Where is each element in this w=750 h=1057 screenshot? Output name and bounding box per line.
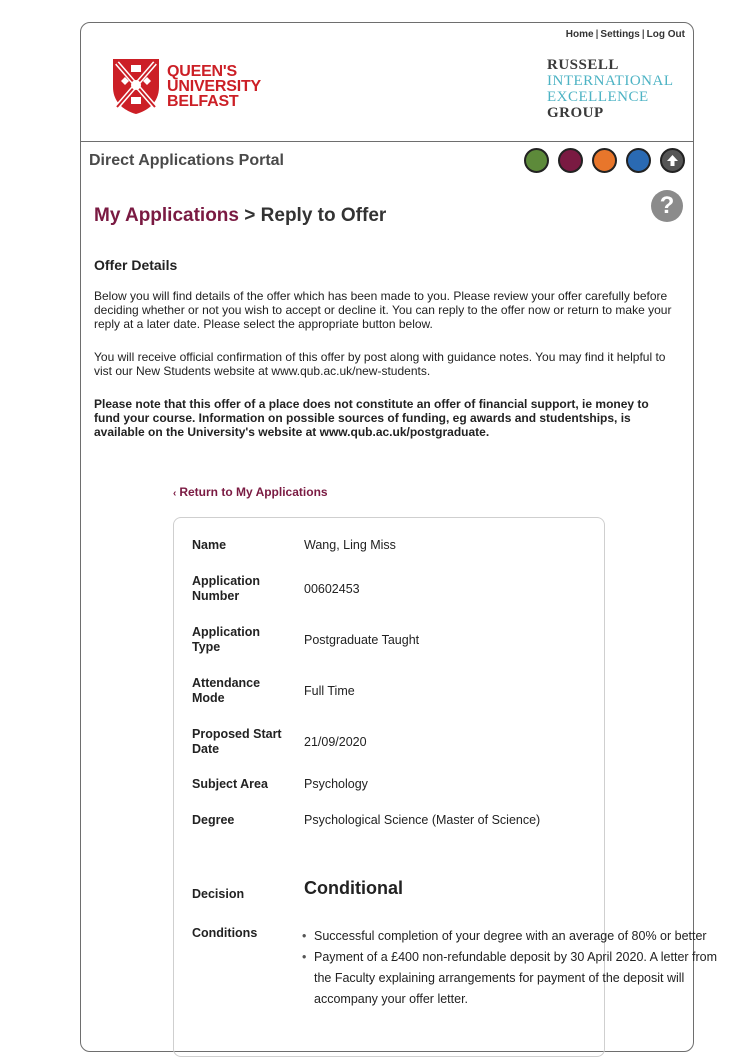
breadcrumb-my-applications[interactable]: My Applications	[94, 205, 239, 226]
qub-line1: QUEEN'S	[167, 62, 237, 80]
field-value: 00602453	[304, 582, 360, 596]
field-label: Proposed Start Date	[192, 727, 282, 756]
up-arrow-button[interactable]	[660, 148, 685, 173]
help-icon[interactable]: ?	[651, 190, 683, 222]
russell-line3: EXCELLENCE	[547, 89, 649, 105]
return-link-label: Return to My Applications	[179, 485, 328, 499]
chevron-left-icon: ‹	[173, 488, 177, 499]
field-value: Psychology	[304, 777, 368, 791]
breadcrumb-current: Reply to Offer	[260, 205, 387, 226]
condition-item: • Successful completion of your degree with an average of 80% or better	[300, 926, 724, 947]
decision-label: Decision	[192, 887, 245, 901]
qub-line2: UNIVERSITY	[167, 77, 262, 95]
green-circle-button[interactable]	[524, 148, 549, 173]
decision-value: Conditional	[304, 878, 403, 898]
settings-link[interactable]: Settings	[600, 29, 640, 40]
orange-circle-button[interactable]	[592, 148, 617, 173]
portal-title: Direct Applications Portal	[89, 152, 284, 169]
qub-crest-icon	[111, 57, 161, 115]
confirmation-paragraph: You will receive official confirmation of this offer by post along with guidance notes. You may find it helpful to vist our New Students website at www.qub.ac.uk/new-students.	[94, 350, 666, 378]
maroon-circle-button[interactable]	[558, 148, 583, 173]
field-label: Application Number	[192, 574, 261, 603]
field-value: Psychological Science (Master of Science)	[304, 813, 541, 827]
field-label: Attendance Mode	[192, 676, 261, 705]
top-links	[566, 29, 685, 40]
russell-line2: INTERNATIONAL	[547, 73, 674, 89]
return-link[interactable]	[173, 485, 328, 499]
field-value: Postgraduate Taught	[304, 633, 420, 647]
nav-circles	[524, 148, 685, 173]
breadcrumb-separator: >	[244, 205, 256, 226]
condition-item: • Payment of a £400 non-refundable deposit by 30 April 2020. A letter from the Faculty explaining arrangements for payment of the deposit will accompany your offer letter.	[300, 947, 724, 1010]
logout-link[interactable]: Log Out	[646, 29, 685, 40]
up-arrow-icon	[666, 154, 679, 167]
portal-frame	[80, 22, 718, 1052]
portal-bar	[81, 141, 693, 180]
conditions-label: Conditions	[192, 926, 258, 940]
field-label: Degree	[192, 813, 235, 827]
field-label: Application Type	[192, 625, 261, 654]
conditions-list	[300, 926, 724, 1010]
blue-circle-button[interactable]	[626, 148, 651, 173]
intro-paragraph: Below you will find details of the offer which has been made to you. Please review your offer carefully before deciding whether or not you wish to accept or decline it. You can reply to the offer now or return to make your reply at a later date. Please select the appropriate button below.	[94, 289, 672, 331]
field-label: Subject Area	[192, 777, 268, 791]
qub-wordmark	[167, 64, 261, 109]
separator: |	[641, 29, 645, 40]
offer-card	[173, 517, 718, 1057]
russell-group-logo[interactable]	[547, 57, 673, 121]
field-value: Wang, Ling Miss	[304, 538, 396, 552]
section-title: Offer Details	[94, 257, 178, 273]
qub-line3: BELFAST	[167, 92, 239, 110]
field-value: Full Time	[304, 684, 355, 698]
page-title	[94, 205, 386, 227]
russell-line4: GROUP	[547, 105, 604, 121]
home-link[interactable]: Home	[565, 29, 594, 40]
separator: |	[595, 29, 599, 40]
funding-notice: Please note that this offer of a place does not constitute an offer of financial support, ie money to fund your course. Information on possible sources of funding, eg awards and studentships, is available on the University's website at www.qub.ac.uk/postgraduate.	[94, 397, 649, 439]
field-label: Name	[192, 538, 227, 552]
qub-logo[interactable]	[111, 57, 261, 115]
field-value: 21/09/2020	[304, 735, 367, 749]
russell-line1: RUSSELL	[547, 57, 619, 73]
